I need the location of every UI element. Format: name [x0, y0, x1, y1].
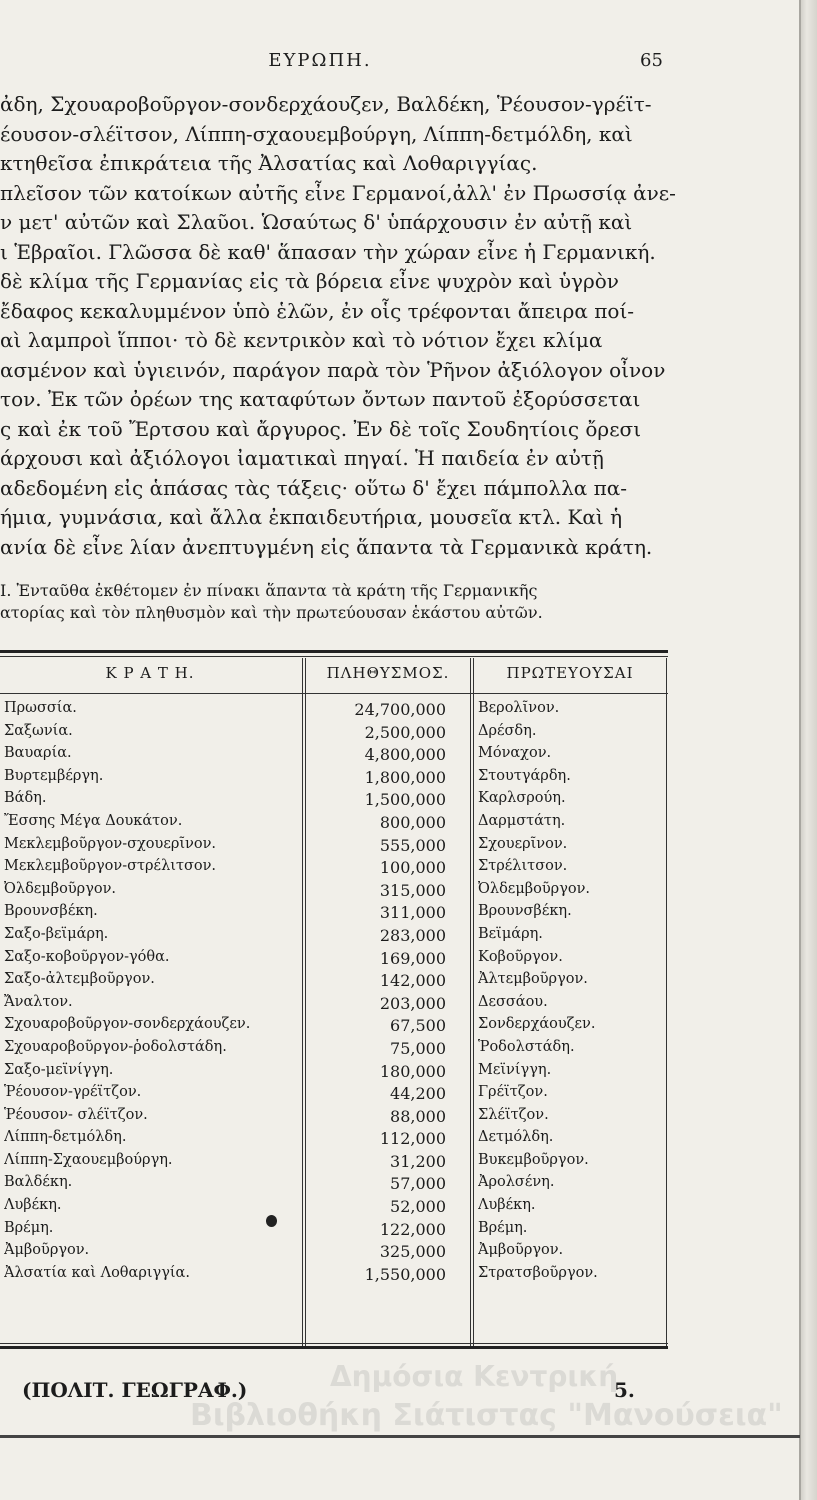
- text-line: ήμια, γυμνάσια, καὶ ἄλλα ἐκπαιδευτήρια, μουσεῖα κτλ. Καὶ ἡ: [0, 505, 623, 529]
- text-line: ατορίας καὶ τὸν πληθυσμὸν καὶ τὴν πρωτεύουσαν ἑκάστου αὐτῶν.: [0, 603, 543, 622]
- table-row: [0, 971, 668, 994]
- state-name-cell: Λίππη-Σχαουεμβούργη.: [4, 1151, 173, 1168]
- capital-cell: Στρατσβοῦργον.: [478, 1264, 598, 1281]
- text-line: τον. Ἐκ τῶν ὀρέων της καταφύτων ὄντων παντοῦ ἐξορύσσεται: [0, 387, 641, 411]
- population-cell: 1,500,000: [364, 790, 446, 810]
- state-name-cell: Μεκλεμβοῦργον-στρέλιτσον.: [4, 858, 217, 875]
- population-cell: 67,500: [390, 1016, 446, 1036]
- population-cell: 24,700,000: [354, 700, 446, 719]
- state-name-cell: Σαξωνία.: [4, 722, 73, 739]
- population-cell: 800,000: [379, 812, 446, 832]
- table-bottom-rule-outer: [0, 1346, 668, 1349]
- text-line: αὶ λαμπροὶ ἵπποι· τὸ δὲ κεντρικὸν καὶ τὸ νότιον ἔχει κλίμα: [0, 328, 603, 352]
- population-cell: 283,000: [379, 925, 446, 945]
- capital-cell: Γρέϊτζον.: [478, 1084, 548, 1101]
- population-cell: 311,000: [379, 903, 446, 923]
- population-cell: 57,000: [390, 1174, 446, 1194]
- capital-cell: Βυκεμβοῦργον.: [478, 1151, 589, 1168]
- population-cell: 4,800,000: [364, 745, 446, 765]
- table-bottom-rule: [0, 1343, 668, 1344]
- state-name-cell: Ἀλσατία καὶ Λοθαριγγία.: [4, 1264, 190, 1281]
- footer-signature: (ΠΟΛΙΤ. ΓΕΩΓΡΑΦ.): [22, 1378, 248, 1402]
- capital-cell: Καρλσρούη.: [478, 790, 566, 807]
- state-name-cell: Σχουαροβοῦργον-ῥοδολστάδη.: [4, 1038, 227, 1055]
- state-name-cell: Σαξο-μεϊνίγγη.: [4, 1061, 114, 1078]
- state-name-cell: Ὀλδεμβοῦργον.: [4, 880, 117, 897]
- table-row: [0, 1220, 668, 1243]
- table-row: [0, 790, 668, 813]
- population-cell: 203,000: [379, 993, 446, 1013]
- state-name-cell: Ἀμβοῦργον.: [4, 1242, 90, 1259]
- state-name-cell: Ῥέουσον- σλέϊτζον.: [4, 1106, 148, 1123]
- population-cell: 31,200: [390, 1151, 446, 1171]
- footer-sheet-number: 5.: [614, 1378, 635, 1402]
- capital-cell: Ῥοδολστάδη.: [478, 1038, 575, 1055]
- population-cell: 1,550,000: [364, 1264, 446, 1284]
- table-row: [0, 926, 668, 949]
- capital-cell: Δαρμστάτη.: [478, 812, 566, 829]
- capital-cell: Δεσσάου.: [478, 993, 548, 1010]
- capital-cell: Βεϊμάρη.: [478, 925, 543, 942]
- header-states: Κ Ρ Α Τ Η.: [105, 664, 195, 682]
- table-body: [0, 700, 668, 1287]
- text-line: Ι. Ἐνταῦθα ἐκθέτομεν ἐν πίνακι ἅπαντα τὰ κράτη τῆς Γερμανικῆς: [0, 581, 538, 600]
- text-line: ι Ἑβραῖοι. Γλῶσσα δὲ καθ' ἅπασαν τὴν χώραν εἶνε ἡ Γερμανική.: [0, 239, 656, 264]
- table-row: [0, 1265, 668, 1288]
- header-population: ΠΛΗΘΥΣΜΟΣ.: [326, 664, 450, 682]
- page-bottom-rule: [0, 1435, 800, 1438]
- state-name-cell: Σχουαροβοῦργον-σονδερχάουζεν.: [4, 1016, 251, 1033]
- population-cell: 315,000: [379, 880, 446, 900]
- table-top-rule-inner: [0, 656, 668, 657]
- table-row: [0, 700, 668, 723]
- state-name-cell: Βρουνσβέκη.: [4, 903, 98, 920]
- table-row: [0, 881, 668, 904]
- text-line: άρχουσι καὶ ἀξιόλογοι ἰαματικαὶ πηγαί. Ἡ παιδεία ἐν αὐτῇ: [0, 446, 604, 470]
- population-cell: 112,000: [379, 1129, 446, 1149]
- state-name-cell: Ῥέουσον-γρέϊτζον.: [4, 1084, 142, 1101]
- body-paragraph: [0, 90, 680, 562]
- running-header: ΕΥΡΩΠΗ.: [268, 50, 372, 71]
- state-name-cell: Βάδη.: [4, 790, 47, 807]
- state-name-cell: Λίππη-δετμόλδη.: [4, 1129, 127, 1146]
- capital-cell: Βρουνσβέκη.: [478, 903, 572, 920]
- table-row: [0, 1242, 668, 1265]
- page-number: 65: [640, 50, 663, 71]
- capital-cell: Σονδερχάουζεν.: [478, 1016, 596, 1033]
- table-row: [0, 768, 668, 791]
- state-name-cell: Ἔσσης Μέγα Δουκάτον.: [4, 812, 183, 829]
- population-cell: 100,000: [379, 858, 446, 878]
- state-name-cell: Βαυαρία.: [4, 745, 72, 762]
- population-cell: 88,000: [390, 1106, 446, 1126]
- capital-cell: Ἀμβοῦργον.: [478, 1242, 564, 1259]
- population-cell: 325,000: [379, 1242, 446, 1262]
- text-line: κτηθεῖσα ἐπικράτεια τῆς Ἀλσατίας καὶ Λοθαριγγίας.: [0, 151, 538, 175]
- text-line: πλεῖσον τῶν κατοίκων αὐτῆς εἶνε Γερμανοί,ἀλλ' ἐν Πρωσσίᾳ ἀνε-: [0, 180, 676, 205]
- table-header-rule: [0, 693, 668, 694]
- state-name-cell: Σαξο-βεϊμάρη.: [4, 925, 109, 942]
- table-top-rule: [0, 650, 668, 653]
- population-cell: 122,000: [379, 1219, 446, 1239]
- text-line: ασμένον καὶ ὑγιεινόν, παράγον παρὰ τὸν Ῥῆνον ἀξιόλογον οἶνον: [0, 357, 666, 382]
- state-name-cell: Βυρτεμβέργη.: [4, 767, 104, 784]
- text-line: ἔδαφος κεκαλυμμένον ὑπὸ ἑλῶν, ἐν οἷς τρέφονται ἄπειρα ποί-: [0, 298, 635, 323]
- table-row: [0, 1016, 668, 1039]
- population-cell: 44,200: [390, 1084, 446, 1104]
- state-name-cell: Βαλδέκη.: [4, 1174, 73, 1191]
- state-name-cell: Ἄναλτον.: [4, 993, 73, 1010]
- population-cell: 142,000: [379, 971, 446, 991]
- table-row: [0, 858, 668, 881]
- capital-cell: Δρέσδη.: [478, 722, 537, 739]
- table-row: [0, 723, 668, 746]
- table-row: [0, 836, 668, 859]
- capital-cell: Βρέμη.: [478, 1219, 528, 1236]
- text-line: ανία δὲ εἶνε λίαν ἀνεπτυγμένη εἰς ἅπαντα τὰ Γερμανικὰ κράτη.: [0, 534, 653, 559]
- table-row: [0, 994, 668, 1017]
- table-row: [0, 745, 668, 768]
- table-row: [0, 1129, 668, 1152]
- ink-spot: [266, 1215, 277, 1227]
- library-watermark-2: Βιβλιοθήκη Σιάτιστας "Μανούσεια": [190, 1398, 783, 1433]
- capital-cell: Σχουερῖνον.: [478, 835, 568, 852]
- state-name-cell: Βρέμη.: [4, 1219, 54, 1236]
- text-line: έουσον-σλέϊτσον, Λίππη-σχαουεμβούργη, Λίππη-δετμόλδη, καὶ: [0, 121, 633, 146]
- population-cell: 75,000: [390, 1038, 446, 1058]
- capital-cell: Ἀρολσένη.: [478, 1174, 555, 1191]
- state-name-cell: Σαξο-ἀλτεμβοῦργον.: [4, 971, 155, 988]
- state-name-cell: Σαξο-κοβοῦργον-γόθα.: [4, 948, 170, 965]
- table-row: [0, 1197, 668, 1220]
- capital-cell: Δετμόλδη.: [478, 1129, 554, 1146]
- table-intro: [0, 580, 690, 624]
- text-line: ς καὶ ἐκ τοῦ Ἔρτσου καὶ ἄργυρος. Ἐν δὲ τοῖς Σουδητίοις ὄρεσι: [0, 416, 642, 441]
- text-line: ἀδη, Σχουαροβοῦργον-σονδερχάουζεν, Βαλδέκη, Ῥέουσον-γρέϊτ-: [0, 92, 652, 116]
- text-line: ν μετ' αὐτῶν καὶ Σλαῦοι. Ὡσαύτως δ' ὑπάρχουσιν ἐν αὐτῇ καὶ: [0, 210, 633, 234]
- capital-cell: Στρέλιτσον.: [478, 858, 568, 875]
- capital-cell: Στουτγάρδη.: [478, 767, 571, 784]
- capital-cell: Ἀλτεμβοῦργον.: [478, 971, 588, 988]
- table-row: [0, 1107, 668, 1130]
- population-cell: 1,800,000: [364, 767, 446, 787]
- table-row: [0, 813, 668, 836]
- population-cell: 2,500,000: [364, 722, 446, 742]
- table-row: [0, 1174, 668, 1197]
- capital-cell: Σλέϊτζον.: [478, 1106, 549, 1123]
- capital-cell: Κοβοῦργον.: [478, 948, 563, 965]
- table-row: [0, 1084, 668, 1107]
- table-row: [0, 903, 668, 926]
- capital-cell: Μεϊνίγγη.: [478, 1061, 552, 1078]
- capital-cell: Μόναχον.: [478, 745, 552, 762]
- table-row: [0, 949, 668, 972]
- text-line: αδεδομένη εἰς ἁπάσας τὰς τάξεις· οὕτω δ' ἔχει πάμπολλα πα-: [0, 475, 628, 500]
- table-row: [0, 1152, 668, 1175]
- page-edge-line: [799, 0, 801, 1500]
- population-cell: 555,000: [379, 835, 446, 855]
- state-name-cell: Πρωσσία.: [4, 700, 77, 716]
- state-name-cell: Λυβέκη.: [4, 1197, 62, 1214]
- population-cell: 52,000: [390, 1197, 446, 1217]
- library-watermark: Δημόσια Κεντρική: [330, 1360, 619, 1393]
- capital-cell: Λυβέκη.: [478, 1197, 536, 1214]
- state-name-cell: Μεκλεμβοῦργον-σχουερῖνον.: [4, 835, 217, 852]
- table-row: [0, 1039, 668, 1062]
- text-line: δὲ κλίμα τῆς Γερμανίας εἰς τὰ βόρεια εἶνε ψυχρὸν καὶ ὑγρὸν: [0, 269, 619, 293]
- population-cell: 169,000: [379, 948, 446, 968]
- capital-cell: Ὀλδεμβοῦργον.: [478, 880, 591, 897]
- header-capitals: ΠΡΩΤΕΥΟΥΣΑΙ: [506, 664, 634, 682]
- table-row: [0, 1062, 668, 1085]
- page-edge: [800, 0, 817, 1500]
- population-cell: 180,000: [379, 1061, 446, 1081]
- capital-cell: Βερολῖνον.: [478, 700, 560, 716]
